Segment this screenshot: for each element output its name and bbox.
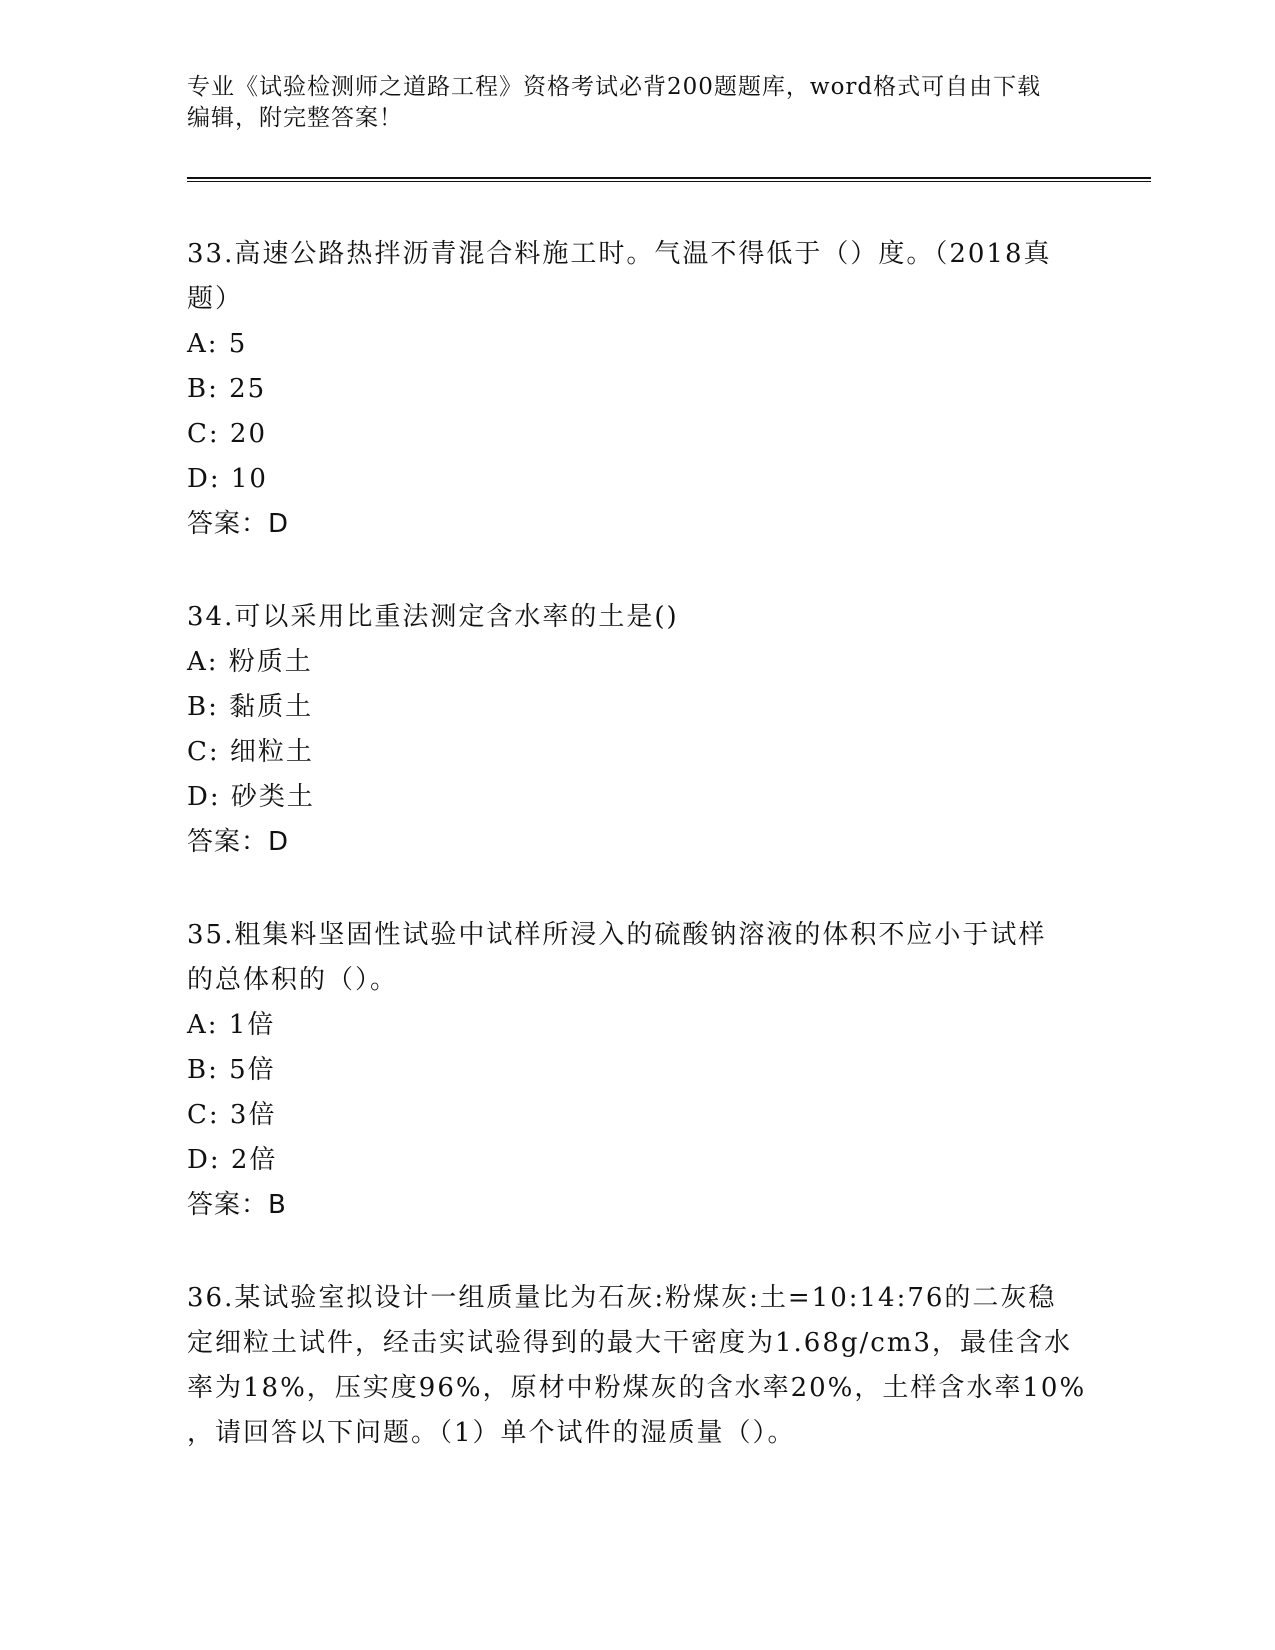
answer-text: 答案：B — [187, 1190, 287, 1220]
question-stem-line: 率为18%，压实度96%，原材中粉煤灰的含水率20%，土样含水率10% — [187, 1373, 1087, 1403]
question-list — [187, 232, 1087, 1504]
question-stem-line: 35.粗集料坚固性试验中试样所浸入的硫酸钠溶液的体积不应小于试样 — [187, 920, 1047, 950]
option-d: D: 砂类土 — [187, 782, 315, 812]
option-b: B: 25 — [187, 374, 267, 404]
option-d: D: 2倍 — [187, 1145, 278, 1175]
question-stem — [187, 913, 1087, 1003]
question-33 — [187, 232, 1087, 547]
answer-text: 答案：D — [187, 509, 290, 539]
question-stem-line: 的总体积的（）。 — [187, 965, 399, 995]
question-stem-line: 34.可以采用比重法测定含水率的土是() — [187, 602, 679, 632]
question-36 — [187, 1276, 1087, 1456]
question-stem-line: 题） — [187, 284, 244, 314]
option-c: C: 20 — [187, 419, 268, 449]
header-divider — [187, 177, 1151, 182]
header-line: 编辑，附完整答案！ — [187, 105, 403, 131]
question-stem — [187, 1276, 1087, 1456]
question-stem — [187, 595, 1087, 640]
question-stem-line: ，请回答以下问题。（1）单个试件的湿质量（）。 — [187, 1418, 796, 1448]
option-a: A: 5 — [187, 329, 248, 359]
option-a: A: 粉质土 — [187, 647, 313, 677]
option-b: B: 黏质土 — [187, 692, 314, 722]
question-34 — [187, 595, 1087, 865]
option-c: C: 3倍 — [187, 1100, 277, 1130]
question-stem-line: 33.高速公路热拌沥青混合料施工时。气温不得低于（）度。（2018真 — [187, 239, 1052, 269]
document-header — [187, 72, 1087, 134]
question-stem-line: 36.某试验室拟设计一组质量比为石灰:粉煤灰:土=10:14:76的二灰稳 — [187, 1283, 1057, 1313]
question-35 — [187, 913, 1087, 1228]
option-d: D: 10 — [187, 464, 268, 494]
question-stem — [187, 232, 1087, 322]
option-a: A: 1倍 — [187, 1010, 276, 1040]
option-b: B: 5倍 — [187, 1055, 276, 1085]
answer-text: 答案：D — [187, 827, 290, 857]
question-stem-line: 定细粒土试件，经击实试验得到的最大干密度为1.68g/cm3，最佳含水 — [187, 1328, 1073, 1358]
option-c: C: 细粒土 — [187, 737, 314, 767]
header-line: 专业《试验检测师之道路工程》资格考试必背200题题库，word格式可自由下载 — [187, 74, 1042, 100]
